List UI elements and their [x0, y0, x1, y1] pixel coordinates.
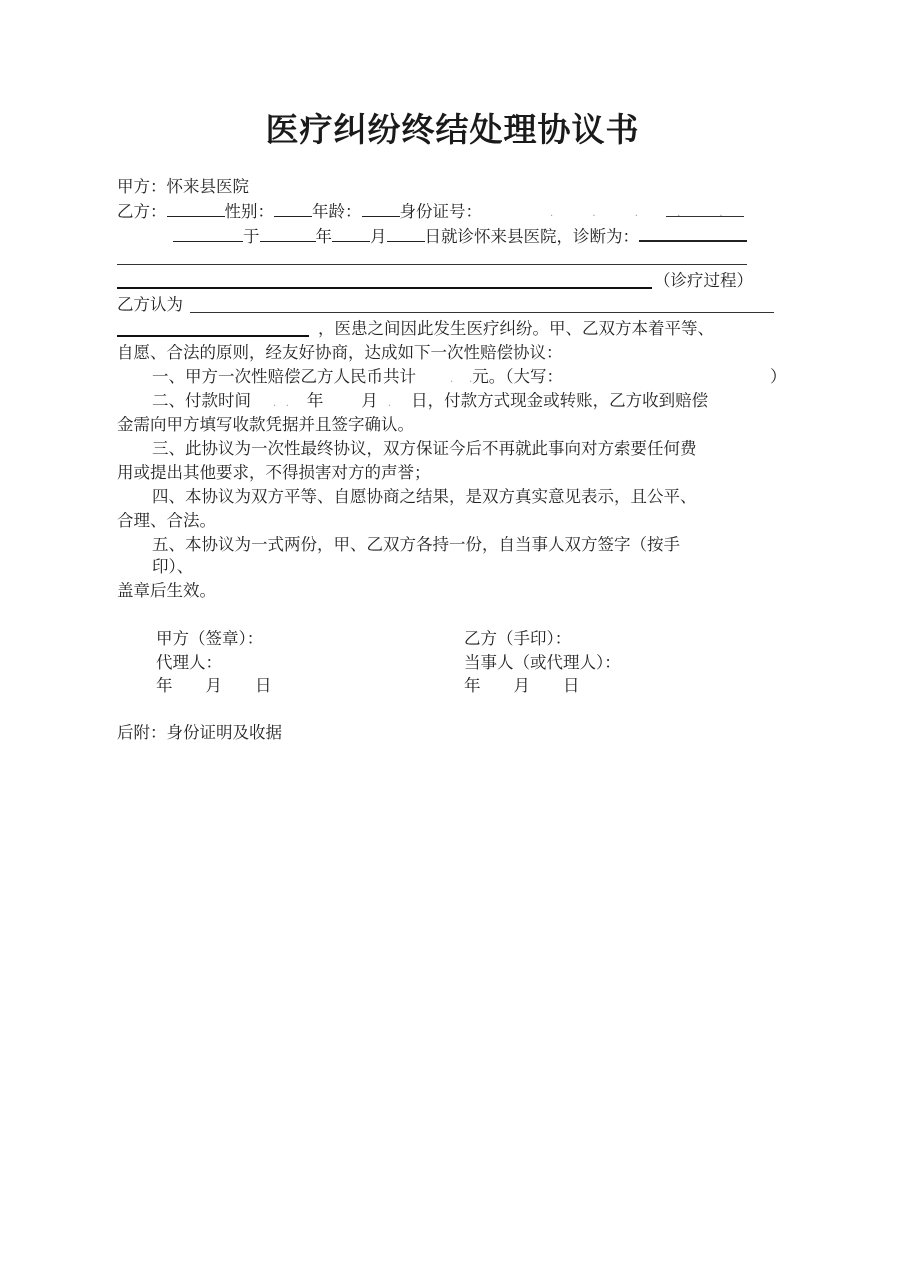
clause-1: 一、甲方一次性赔偿乙方人民币共计 . .元。（大写： — [152, 367, 564, 386]
id-number-label: 身份证号： — [399, 202, 482, 221]
party-b-believes-label: 乙方认为 — [117, 295, 183, 314]
age-blank[interactable] — [362, 200, 400, 217]
dispute-text-2: 自愿、合法的原则，经友好协商，达成如下一次性赔偿协议： — [117, 343, 563, 362]
party-b-name-blank[interactable] — [167, 200, 225, 217]
appendix-note: 后附：身份证明及收据 — [117, 723, 282, 742]
party-b-print-label: 乙方（手印）： — [464, 629, 572, 648]
age-label: 年龄： — [312, 202, 362, 221]
clause-4-line-1: 四、本协议为双方平等、自愿协商之结果，是双方真实意见表示，且公平、 — [152, 487, 697, 506]
clause-1-yuan: 元。（大写： — [472, 367, 564, 386]
id-number-blank[interactable] — [666, 216, 744, 217]
pay-year-label: 年 — [306, 391, 324, 410]
visit-yu: 于 — [243, 227, 260, 246]
visit-name-blank[interactable] — [173, 225, 243, 242]
clause-4-line-2: 合理、合法。 — [117, 511, 216, 530]
process-blank-line-1[interactable] — [117, 264, 747, 265]
clause-3-line-2: 用或提出其他要求，不得损害对方的声誉； — [117, 463, 431, 482]
party-b-date: 年 月 日 — [464, 676, 580, 695]
clause-1-close: ） — [770, 367, 787, 386]
gender-blank[interactable] — [274, 200, 312, 217]
visit-month-label: 月 — [370, 227, 387, 246]
clause-2-after: 日，付款方式现金或转账，乙方收到赔偿 — [411, 391, 709, 410]
clause-3-line-1: 三、此协议为一次性最终协议，双方保证今后不再就此事向对方索要任何费 — [152, 439, 697, 458]
party-b-line — [117, 200, 482, 223]
party-a-seal-label: 甲方（签章）： — [156, 629, 264, 648]
clause-5-line-1: 五、本协议为一式两份，甲、乙双方各持一份，自当事人双方签字（按手 — [152, 535, 680, 554]
document-title: 医疗纠纷终结处理协议书 — [265, 110, 640, 149]
clause-1-text: 一、甲方一次性赔偿乙方人民币共计 — [152, 367, 416, 386]
clause-2-text: 二、付款时间 — [152, 391, 251, 410]
party-a-agent-label: 代理人： — [156, 653, 222, 672]
process-blank-line-2[interactable] — [117, 287, 652, 289]
gender-label: 性别： — [224, 202, 274, 221]
opinion-blank-line-2[interactable] — [117, 335, 309, 337]
party-b-agent-label: 当事人（或代理人）： — [464, 653, 621, 672]
id-number-placeholder-dots: . . . . . — [550, 208, 741, 219]
diagnosis-blank[interactable] — [639, 224, 747, 242]
visit-month-blank[interactable] — [332, 225, 370, 242]
dispute-text: ，医患之间因此发生医疗纠纷。甲、乙双方本着平等、 — [318, 319, 714, 338]
visit-year-label: 年 — [315, 227, 332, 246]
party-b-label: 乙方： — [117, 202, 167, 221]
visit-day-blank[interactable] — [387, 225, 425, 242]
pay-month-label: 月 — [361, 391, 378, 410]
party-a-date: 年 月 日 — [156, 676, 272, 695]
visit-day-label: 日就诊怀来县医院，诊断为： — [424, 227, 639, 246]
clause-2: 二、付款时间 . . 年 月 . 日，付款方式现金或转账，乙方收到赔偿 — [152, 391, 709, 410]
clause-5-line-2: 印）、 — [152, 557, 194, 576]
party-a-line: 甲方：怀来县医院 — [117, 177, 249, 196]
visit-line — [173, 224, 747, 248]
visit-year-blank[interactable] — [260, 225, 316, 242]
opinion-blank-line[interactable] — [190, 312, 774, 313]
clause-2-line-2: 金需向甲方填写收款凭据并且签字确认。 — [117, 415, 414, 434]
clause-5-line-3: 盖章后生效。 — [117, 581, 216, 600]
process-label: （诊疗过程） — [654, 271, 753, 290]
